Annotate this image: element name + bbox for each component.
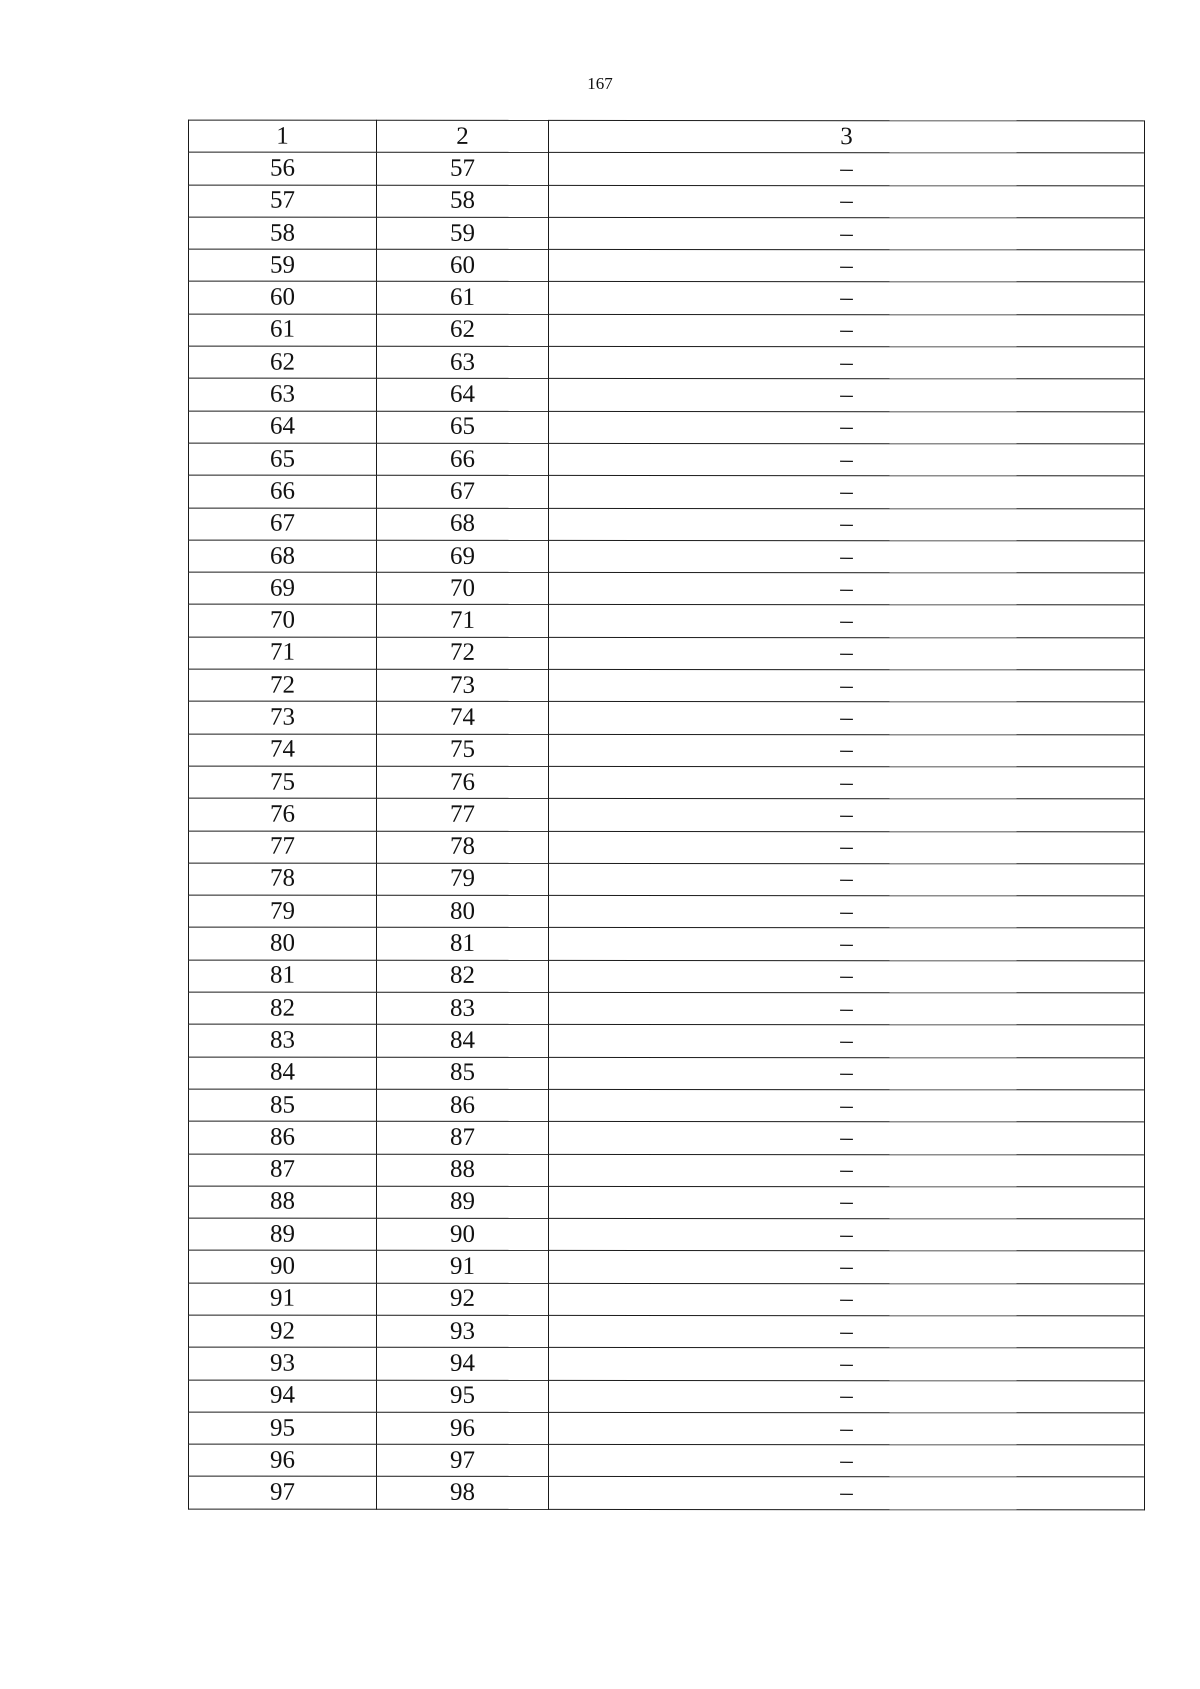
row-cell-col1: 70	[189, 605, 377, 637]
row-cell-col2: 77	[377, 798, 549, 830]
row-cell-col3: –	[549, 346, 1145, 379]
table-row	[189, 701, 1145, 734]
row-cell-col2: 96	[377, 1412, 549, 1444]
table-row	[189, 1444, 1145, 1477]
row-cell-col2: 79	[377, 863, 549, 895]
row-cell-col3: –	[549, 1218, 1145, 1251]
row-cell-col3: –	[549, 637, 1145, 670]
table-row	[189, 1057, 1145, 1090]
table-row	[189, 508, 1145, 541]
table-row	[189, 475, 1145, 508]
row-cell-col1: 78	[189, 863, 377, 895]
table-row	[189, 605, 1145, 638]
row-cell-col3: –	[549, 443, 1145, 476]
row-cell-col2: 81	[377, 928, 549, 960]
row-cell-col3: –	[549, 702, 1145, 735]
table-row	[189, 1154, 1145, 1187]
table-row	[189, 992, 1145, 1025]
table-row	[189, 314, 1145, 347]
row-cell-col3: –	[549, 1348, 1145, 1381]
row-cell-col2: 78	[377, 831, 549, 863]
row-cell-col3: –	[549, 508, 1145, 541]
row-cell-col1: 79	[189, 895, 377, 927]
table-row	[189, 669, 1145, 702]
row-cell-col3: –	[549, 250, 1145, 283]
row-cell-col1: 67	[189, 508, 377, 540]
row-cell-col1: 92	[189, 1315, 377, 1347]
row-cell-col1: 60	[189, 282, 377, 314]
row-cell-col1: 75	[189, 766, 377, 798]
row-cell-col3: –	[549, 1283, 1145, 1316]
row-cell-col1: 63	[189, 378, 377, 410]
row-cell-col3: –	[549, 1186, 1145, 1219]
row-cell-col2: 64	[377, 379, 549, 411]
row-cell-col2: 71	[377, 605, 549, 637]
row-cell-col3: –	[549, 411, 1145, 444]
column-header-2: 2	[377, 120, 549, 152]
row-cell-col1: 95	[189, 1412, 377, 1444]
row-cell-col1: 82	[189, 992, 377, 1024]
row-cell-col2: 86	[377, 1089, 549, 1121]
row-cell-col2: 90	[377, 1218, 549, 1250]
table-row	[189, 1477, 1145, 1510]
row-cell-col2: 61	[377, 282, 549, 314]
table-row	[189, 378, 1145, 411]
table-row	[189, 282, 1145, 315]
row-cell-col3: –	[549, 734, 1145, 767]
row-cell-col2: 76	[377, 766, 549, 798]
row-cell-col3: –	[549, 1089, 1145, 1122]
table-row	[189, 831, 1145, 864]
row-cell-col3: –	[549, 1025, 1145, 1058]
row-cell-col1: 56	[189, 152, 377, 184]
row-cell-col3: –	[549, 476, 1145, 509]
row-cell-col1: 89	[189, 1218, 377, 1250]
column-header-3: 3	[549, 120, 1145, 153]
table-body	[189, 152, 1145, 1509]
row-cell-col1: 69	[189, 572, 377, 604]
row-cell-col1: 86	[189, 1121, 377, 1153]
table-row	[189, 895, 1145, 928]
row-cell-col1: 81	[189, 960, 377, 992]
row-cell-col1: 96	[189, 1444, 377, 1476]
table-row	[189, 185, 1145, 218]
row-cell-col1: 85	[189, 1089, 377, 1121]
table-row	[189, 1412, 1145, 1445]
row-cell-col3: –	[549, 217, 1145, 250]
row-cell-col2: 94	[377, 1348, 549, 1380]
row-cell-col3: –	[549, 1122, 1145, 1155]
row-cell-col3: –	[549, 540, 1145, 573]
row-cell-col1: 83	[189, 1024, 377, 1056]
data-table	[188, 120, 1145, 1511]
row-cell-col3: –	[549, 799, 1145, 832]
row-cell-col1: 68	[189, 540, 377, 572]
row-cell-col1: 80	[189, 928, 377, 960]
table-row	[189, 863, 1145, 896]
table-row	[189, 152, 1145, 185]
header-row	[189, 120, 1145, 153]
row-cell-col3: –	[549, 960, 1145, 993]
table-row	[189, 572, 1145, 605]
row-cell-col2: 74	[377, 702, 549, 734]
row-cell-col3: –	[549, 863, 1145, 896]
row-cell-col2: 95	[377, 1380, 549, 1412]
row-cell-col1: 73	[189, 701, 377, 733]
row-cell-col1: 72	[189, 669, 377, 701]
row-cell-col1: 64	[189, 411, 377, 443]
table-row	[189, 540, 1145, 573]
row-cell-col2: 69	[377, 540, 549, 572]
row-cell-col1: 59	[189, 249, 377, 281]
row-cell-col1: 84	[189, 1057, 377, 1089]
row-cell-col3: –	[549, 1315, 1145, 1348]
row-cell-col2: 83	[377, 992, 549, 1024]
row-cell-col3: –	[549, 1154, 1145, 1187]
row-cell-col1: 66	[189, 475, 377, 507]
table-row	[189, 1347, 1145, 1380]
row-cell-col1: 65	[189, 443, 377, 475]
row-cell-col2: 60	[377, 249, 549, 281]
row-cell-col2: 93	[377, 1315, 549, 1347]
row-cell-col1: 58	[189, 217, 377, 249]
table-row	[189, 798, 1145, 831]
table-row	[189, 1315, 1145, 1348]
table-header	[189, 120, 1145, 153]
table-row	[189, 443, 1145, 476]
row-cell-col3: –	[549, 153, 1145, 186]
table-row	[189, 1121, 1145, 1154]
table-row	[189, 766, 1145, 799]
row-cell-col3: –	[549, 379, 1145, 412]
row-cell-col1: 62	[189, 346, 377, 378]
row-cell-col1: 57	[189, 185, 377, 217]
row-cell-col3: –	[549, 185, 1145, 218]
row-cell-col1: 93	[189, 1347, 377, 1379]
row-cell-col1: 91	[189, 1283, 377, 1315]
row-cell-col3: –	[549, 1251, 1145, 1284]
row-cell-col2: 63	[377, 346, 549, 378]
row-cell-col3: –	[549, 928, 1145, 961]
column-header-1: 1	[189, 120, 377, 152]
row-cell-col2: 97	[377, 1444, 549, 1476]
row-cell-col2: 72	[377, 637, 549, 669]
row-cell-col3: –	[549, 831, 1145, 864]
table-row	[189, 1218, 1145, 1251]
row-cell-col2: 59	[377, 217, 549, 249]
row-cell-col3: –	[549, 605, 1145, 638]
row-cell-col3: –	[549, 669, 1145, 702]
row-cell-col1: 90	[189, 1250, 377, 1282]
row-cell-col2: 87	[377, 1121, 549, 1153]
row-cell-col2: 58	[377, 185, 549, 217]
row-cell-col3: –	[549, 1477, 1145, 1510]
table-row	[189, 960, 1145, 993]
table-row	[189, 1186, 1145, 1219]
row-cell-col3: –	[549, 766, 1145, 799]
table-row	[189, 928, 1145, 961]
row-cell-col2: 85	[377, 1057, 549, 1089]
page-number: 167	[587, 74, 613, 93]
table-row	[189, 249, 1145, 282]
row-cell-col1: 76	[189, 798, 377, 830]
row-cell-col2: 88	[377, 1154, 549, 1186]
table-row	[189, 411, 1145, 444]
row-cell-col2: 84	[377, 1025, 549, 1057]
row-cell-col3: –	[549, 1380, 1145, 1413]
row-cell-col1: 87	[189, 1154, 377, 1186]
table-row	[189, 1283, 1145, 1316]
row-cell-col3: –	[549, 1057, 1145, 1090]
table-row	[189, 1024, 1145, 1057]
row-cell-col2: 75	[377, 734, 549, 766]
row-cell-col1: 71	[189, 637, 377, 669]
table-row	[189, 1380, 1145, 1413]
row-cell-col3: –	[549, 282, 1145, 315]
row-cell-col2: 89	[377, 1186, 549, 1218]
row-cell-col2: 92	[377, 1283, 549, 1315]
row-cell-col3: –	[549, 314, 1145, 347]
row-cell-col1: 74	[189, 734, 377, 766]
row-cell-col3: –	[549, 992, 1145, 1025]
row-cell-col3: –	[549, 1412, 1145, 1445]
table-row	[189, 1250, 1145, 1283]
row-cell-col3: –	[549, 896, 1145, 929]
table-row	[189, 346, 1145, 379]
row-cell-col2: 70	[377, 572, 549, 604]
row-cell-col2: 68	[377, 508, 549, 540]
row-cell-col2: 98	[377, 1477, 549, 1509]
table-row	[189, 1089, 1145, 1122]
table-row	[189, 637, 1145, 670]
row-cell-col1: 97	[189, 1477, 377, 1509]
row-cell-col2: 65	[377, 411, 549, 443]
table-row	[189, 734, 1145, 767]
row-cell-col1: 88	[189, 1186, 377, 1218]
row-cell-col2: 67	[377, 476, 549, 508]
row-cell-col2: 66	[377, 443, 549, 475]
table-row	[189, 217, 1145, 250]
row-cell-col1: 94	[189, 1380, 377, 1412]
row-cell-col2: 62	[377, 314, 549, 346]
row-cell-col3: –	[549, 1445, 1145, 1478]
row-cell-col2: 57	[377, 153, 549, 185]
row-cell-col2: 91	[377, 1251, 549, 1283]
row-cell-col2: 82	[377, 960, 549, 992]
row-cell-col2: 73	[377, 669, 549, 701]
row-cell-col3: –	[549, 573, 1145, 606]
row-cell-col1: 61	[189, 314, 377, 346]
row-cell-col2: 80	[377, 895, 549, 927]
row-cell-col1: 77	[189, 831, 377, 863]
